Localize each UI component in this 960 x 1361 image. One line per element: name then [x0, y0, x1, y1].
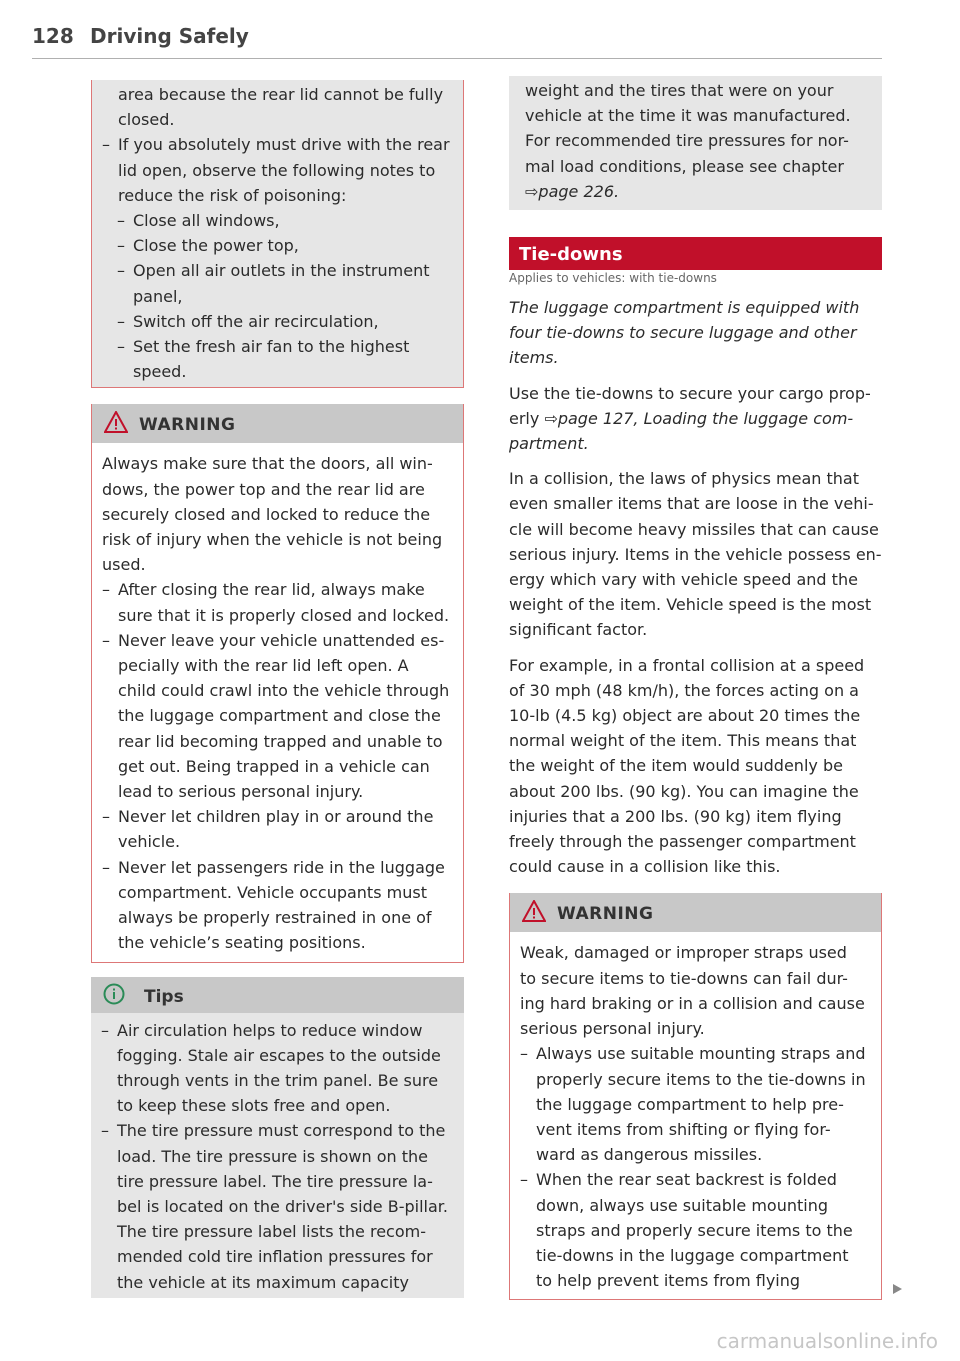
- warning-title: WARNING: [139, 415, 236, 436]
- page-reference-link[interactable]: ⇨page 127, Loading the luggage com- partment.: [509, 408, 854, 454]
- section-heading: [509, 237, 882, 270]
- sub-list-item: – Close all windows,: [102, 208, 451, 233]
- warning-header: [510, 893, 881, 932]
- sub-list-item: – Switch off the air recirculation,: [102, 309, 451, 334]
- warning-triangle-icon: [522, 900, 546, 922]
- paragraph: For example, in a frontal collision at a speed of 30 mph (48 km/h), the forces acting on a 10-lb (4.5 kg) object are about 20 times the normal weight of the item. This means that the weight of the item would suddenly be about 200 lbs. (90 kg). You can imagine the injuries that a 200 lbs. (90 kg) item flying freely through the passenger compartment could cause in a collision like this.: [509, 655, 865, 877]
- warning-intro: Always make sure that the doors, all win- dows, the power top and the rear lid are securely closed and locked to reduce the risk of injury when the vehicle is not being used.: [102, 454, 443, 575]
- paragraph: Use the tie-downs to secure your cargo prop- erly ⇨page 127, Loading the luggage com- partment.: [509, 383, 871, 454]
- watermark: carmanualsonline.info: [716, 1329, 938, 1353]
- page-reference-link[interactable]: ⇨page 226.: [525, 181, 620, 201]
- right-column: [509, 76, 882, 1300]
- info-icon: [103, 983, 125, 1005]
- warning-body: [510, 932, 881, 1299]
- warning-intro: Weak, damaged or improper straps used to secure items to tie-downs can fail dur- ing hard braking or in a collision and cause serious personal injury.: [520, 943, 865, 1039]
- tips-header: [91, 977, 464, 1013]
- sub-list-item: – Set the fresh air fan to the highest speed.: [102, 334, 451, 384]
- list-item: – The tire pressure must correspond to the load. The tire pressure is shown on the tire pressure label. The tire pressure la- bel is located on the driver's side B-pillar. The tire pressure label lists the recom- mended cold tire inflation pressures for the vehicle at its maximum capacity: [101, 1118, 452, 1294]
- section-title: Driving Safely: [90, 24, 249, 48]
- tips-continued-text: weight and the tires that were on your vehicle at the time it was manufactured. For recommended tire pressures for nor- mal load conditions, please see chapter ⇨page 226.: [525, 81, 851, 201]
- warning-body: [92, 443, 463, 961]
- list-item: – After closing the rear lid, always make sure that it is properly closed and locked.: [102, 577, 451, 627]
- warning-title: WARNING: [557, 904, 654, 925]
- list-item: – If you absolutely must drive with the rear lid open, observe the following notes to reduce the risk of poisoning:: [102, 132, 451, 208]
- warning-box: [91, 404, 464, 962]
- intro-text: The luggage compartment is equipped with four tie-downs to secure luggage and other items.: [509, 298, 860, 368]
- tips-box: [91, 977, 464, 1298]
- continued-instructions-box: [91, 80, 464, 388]
- sub-list-item: – Open all air outlets in the instrument panel,: [102, 258, 451, 308]
- warning-box: [509, 893, 882, 1300]
- list-item: – Always use suitable mounting straps and properly secure items to the tie-downs in the luggage compartment to help pre- vent items from shifting or flying for- ward as dangerous missiles.: [520, 1041, 869, 1167]
- page-number: 128: [32, 24, 74, 48]
- list-item: – Never leave your vehicle unattended es- pecially with the rear lid left open. A child could crawl into the vehicle through the luggage compartment and close the rear lid becoming trapped and unable to get out. Being trapped in a vehicle can lead to serious personal injury.: [102, 628, 451, 804]
- sub-list-item: – Close the power top,: [102, 233, 451, 258]
- continued-text: area because the rear lid cannot be fully closed.: [118, 85, 444, 130]
- applies-note: Applies to vehicles: with tie-downs: [509, 271, 717, 286]
- page-header: [32, 22, 882, 59]
- list-item: – Never let passengers ride in the luggage compartment. Vehicle occupants must always be properly restrained in one of the vehicle’s seating positions.: [102, 855, 451, 956]
- tips-body: [91, 1013, 464, 1298]
- section-heading-text: Tie-downs: [519, 244, 623, 266]
- tips-title: Tips: [144, 986, 184, 1007]
- continue-arrow-icon: [891, 1283, 903, 1295]
- left-column: [91, 80, 464, 1298]
- tips-continued-box: [509, 76, 882, 210]
- warning-triangle-icon: [104, 411, 128, 433]
- list-item: – Never let children play in or around the vehicle.: [102, 804, 451, 854]
- warning-header: [92, 404, 463, 443]
- list-item: – When the rear seat backrest is folded down, always use suitable mounting straps and properly secure items to the tie-downs in the luggage compartment to help prevent items from flying: [520, 1167, 869, 1293]
- paragraph: In a collision, the laws of physics mean that even smaller items that are loose in the vehi- cle will become heavy missiles that can cause serious injury. Items in the vehicle possess en- ergy which vary with vehicle speed and the weight of the item. Vehicle speed is the most significant factor.: [509, 469, 882, 640]
- list-item: – Air circulation helps to reduce window fogging. Stale air escapes to the outside through vents in the trim panel. Be sure to keep these slots free and open.: [101, 1018, 452, 1119]
